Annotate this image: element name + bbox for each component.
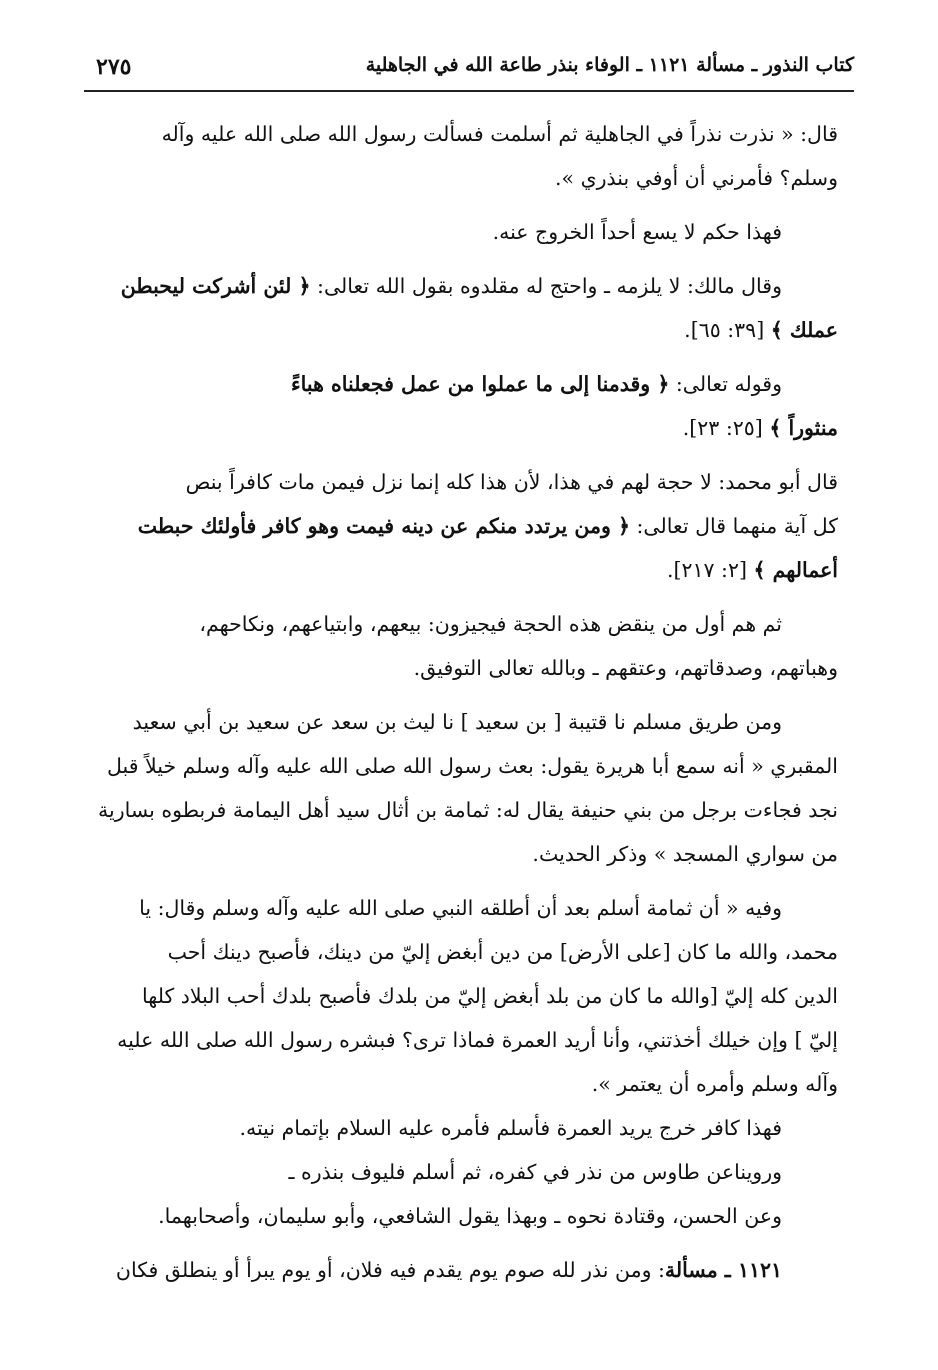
text-segment: قال أبو محمد: لا حجة لهم في هذا، لأن هذا كله إنما نزل فيمن مات كافراً بنص	[185, 470, 838, 494]
text-segment: ومن طريق مسلم نا قتيبة [ بن سعيد ] نا ليث بن سعد عن سعيد بن أبي سعيد	[132, 710, 782, 734]
text-segment: [٢٥: ٢٣].	[682, 416, 770, 440]
bold-text-segment: ﴿ ومن يرتدد منكم عن دينه فيمت وهو كافر فأولئك حبطت	[137, 514, 630, 538]
text-line	[84, 112, 838, 156]
text-segment: إليّ ] وإن خيلك أخذتني، وأنا أريد العمرة فماذا ترى؟ فبشره رسول الله صلى الله عليه	[117, 1028, 838, 1052]
text-segment: كل آية منهما قال تعالى:	[630, 514, 838, 538]
text-line	[84, 646, 838, 690]
paragraph-gap	[84, 690, 838, 700]
paragraph-gap	[84, 592, 838, 602]
text-segment: ورويناعن طاوس من نذر في كفره، ثم أسلم فليوف بنذره ـ	[288, 1160, 782, 1184]
running-title: كتاب النذور ـ مسألة ١١٢١ ـ الوفاء بنذر طاعة الله في الجاهلية	[365, 54, 854, 76]
bold-text-segment: ١١٢١ ـ مسألة	[664, 1258, 782, 1282]
text-line	[84, 788, 838, 832]
text-line	[84, 1150, 838, 1194]
text-segment: [٢: ٢١٧].	[666, 558, 754, 582]
text-segment: [٣٩: ٦٥].	[684, 318, 771, 342]
text-segment: قال: « نذرت نذراً في الجاهلية ثم أسلمت فسألت رسول الله صلى الله عليه وآله	[161, 122, 838, 146]
text-line	[84, 886, 838, 930]
text-segment: وهباتهم، وصدقاتهم، وعتقهم ـ وبالله تعالى التوفيق.	[413, 656, 838, 680]
text-segment: وآله وسلم وأمره أن يعتمر ».	[591, 1072, 838, 1096]
text-segment: نجد فجاءت برجل من بني حنيفة يقال له: ثمامة بن أثال سيد أهل اليمامة فربطوه بسارية	[98, 798, 838, 822]
text-line	[84, 406, 838, 450]
text-segment: وسلم؟ فأمرني أن أوفي بنذري ».	[555, 166, 838, 190]
bold-text-segment: ﴿ وقدمنا إلى ما عملوا من عمل فجعلناه هباءً	[291, 372, 670, 396]
text-segment: وقال مالك: لا يلزمه ـ واحتج له مقلدوه بقول الله تعالى:	[310, 274, 782, 298]
text-line	[84, 1248, 838, 1292]
text-segment: فهذا كافر خرج يريد العمرة فأسلم فأمره عليه السلام بإتمام نيته.	[239, 1116, 782, 1140]
text-line	[84, 308, 838, 352]
paragraph-gap	[84, 1238, 838, 1248]
bold-text-segment: ﴿ لئن أشركت ليحبطن	[120, 274, 311, 298]
text-segment: وقوله تعالى:	[669, 372, 782, 396]
paragraph-gap	[84, 200, 838, 210]
text-segment: ثم هم أول من ينقض هذه الحجة فيجيزون: بيعهم، وابتياعهم، ونكاحهم،	[199, 612, 782, 636]
bold-text-segment: أعمالهم ﴾	[753, 558, 838, 582]
text-line	[84, 1062, 838, 1106]
bold-text-segment: عملك ﴾	[770, 318, 838, 342]
text-line	[84, 504, 838, 548]
text-line	[84, 548, 838, 592]
text-line	[84, 210, 838, 254]
paragraph-gap	[84, 254, 838, 264]
text-segment: من سواري المسجد » وذكر الحديث.	[532, 842, 838, 866]
text-line	[84, 156, 838, 200]
text-line	[84, 602, 838, 646]
text-segment: : ومن نذر لله صوم يوم يقدم فيه فلان، أو يوم يبرأ أو ينطلق فكان	[115, 1258, 665, 1282]
paragraph-gap	[84, 876, 838, 886]
text-segment: محمد، والله ما كان [على الأرض] من دين أبغض إليّ من دينك، فأصبح دينك أحب	[167, 940, 838, 964]
text-segment: فهذا حكم لا يسع أحداً الخروج عنه.	[492, 220, 782, 244]
page-number: ٢٧٥	[96, 54, 132, 80]
text-line	[84, 1018, 838, 1062]
text-line	[84, 744, 838, 788]
text-line	[84, 1106, 838, 1150]
text-line	[84, 1194, 838, 1238]
text-line	[84, 460, 838, 504]
text-segment: المقبري « أنه سمع أبا هريرة يقول: بعث رسول الله صلى الله عليه وآله وسلم خيلاً قبل	[107, 754, 838, 778]
paragraph-gap	[84, 450, 838, 460]
text-line	[84, 362, 838, 406]
text-segment: وفيه « أن ثمامة أسلم بعد أن أطلقه النبي صلى الله عليه وآله وسلم وقال: يا	[139, 896, 782, 920]
page-body	[84, 112, 838, 1292]
text-line	[84, 700, 838, 744]
text-line	[84, 832, 838, 876]
text-segment: وعن الحسن، وقتادة نحوه ـ وبهذا يقول الشافعي، وأبو سليمان، وأصحابهما.	[158, 1204, 782, 1228]
text-line	[84, 930, 838, 974]
text-line	[84, 264, 838, 308]
paragraph-gap	[84, 352, 838, 362]
page-header	[84, 48, 854, 92]
bold-text-segment: منثوراً ﴾	[769, 416, 838, 440]
text-segment: الدين كله إليّ [والله ما كان من بلد أبغض إليّ من بلدك فأصبح بلدك أحب البلاد كلها	[142, 984, 838, 1008]
text-line	[84, 974, 838, 1018]
